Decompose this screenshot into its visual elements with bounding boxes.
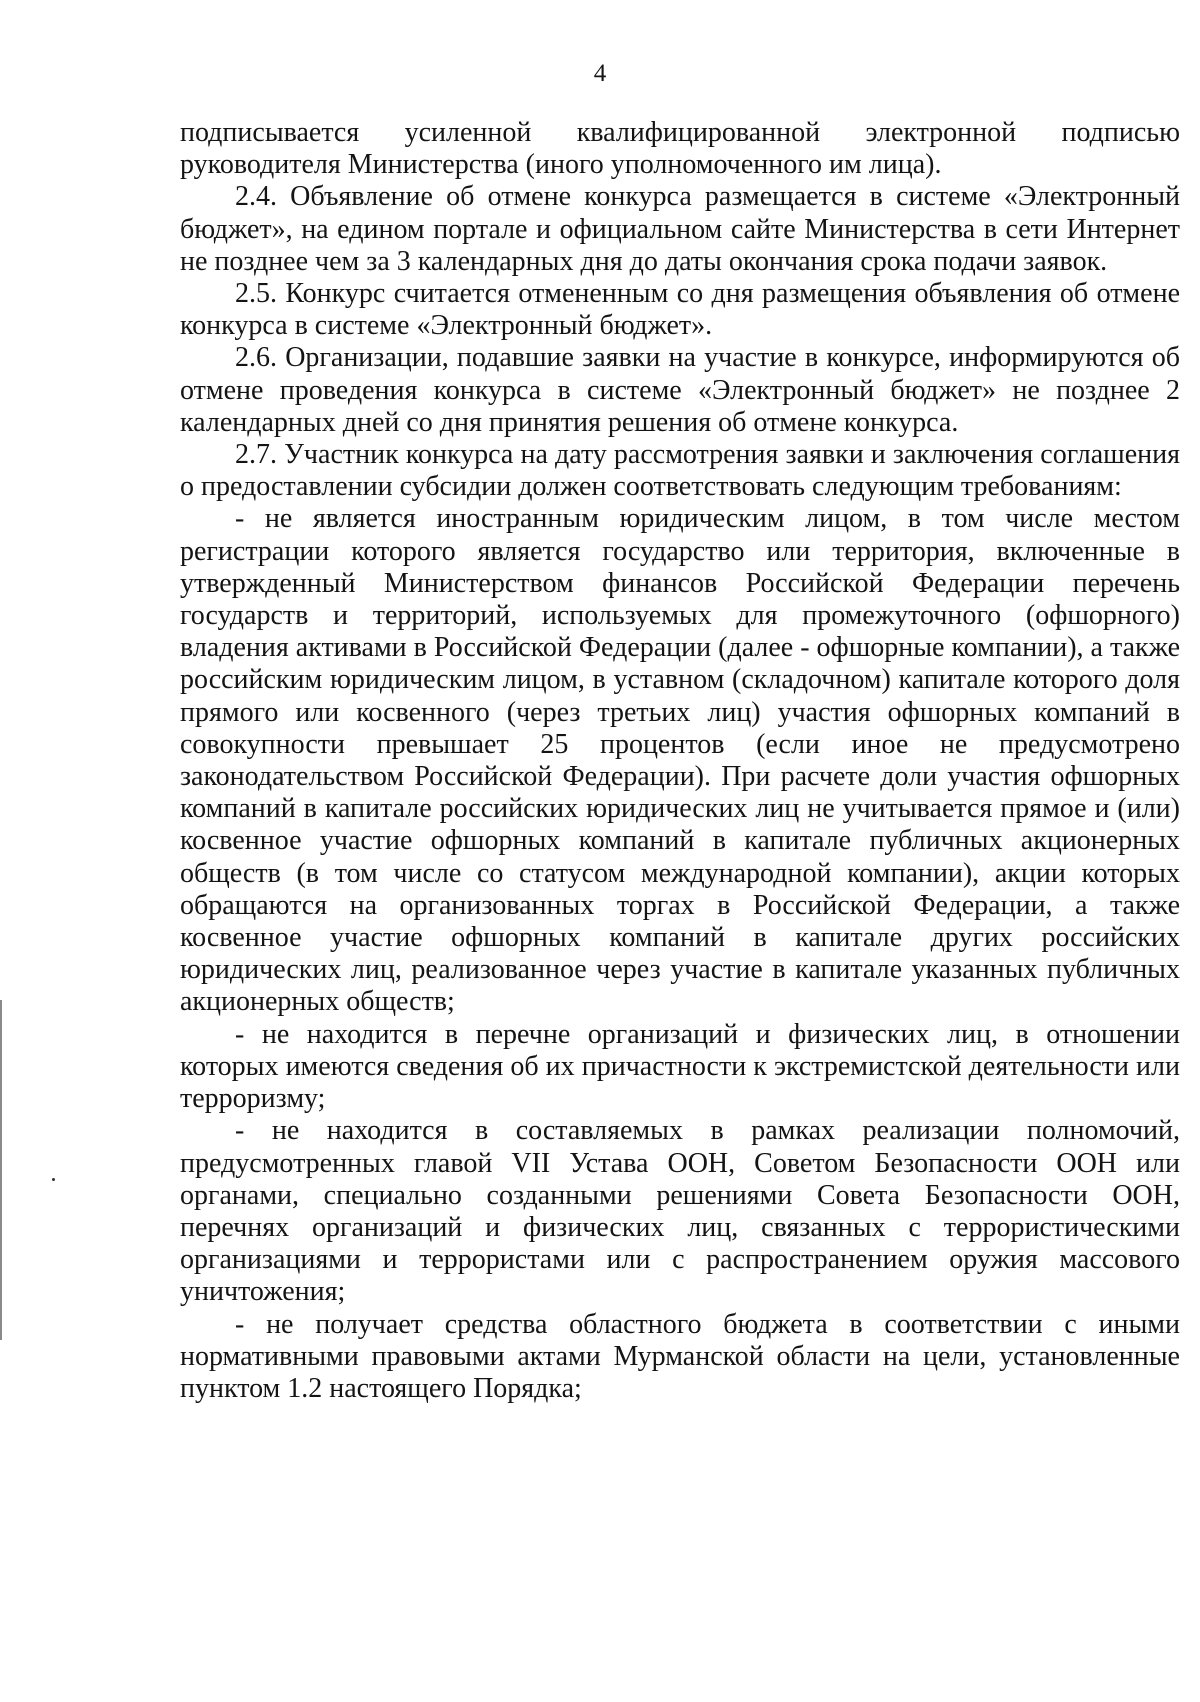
scan-speck <box>52 1178 55 1181</box>
scan-edge-line <box>0 1000 2 1340</box>
list-item-offshore: - не является иностранным юридическим лицом, в том числе местом регистрации которого является государство или территория, включенные в утвержденный Министерством финансов Российской Федерации перечень государств и территорий, используемых для промежуточного (офшорного) владения активами в Российской Федерации (далее - офшорные компании), а также российским юридическим лицом, в уставном (складочном) капитале которого доля прямого или косвенного (через третьих лиц) участия офшорных компаний в совокупности превышает 25 процентов (если иное не предусмотрено законодательством Российской Федерации). При расчете доли участия офшорных компаний в капитале российских юридических лиц не учитывается прямое и (или) косвенное участие офшорных компаний в капитале публичных акционерных обществ (в том числе со статусом международной компании), акции которых обращаются на организованных торгах в Российской Федерации, а также косвенное участие офшорных компаний в капитале других российских юридических лиц, реализованное через участие в капитале указанных публичных акционерных обществ; <box>180 503 1180 1018</box>
paragraph-2-6: 2.6. Организации, подавшие заявки на участие в конкурсе, информируются об отмене проведения конкурса в системе «Электронный бюджет» не позднее 2 календарных дней со дня принятия решения об отмене конкурса. <box>180 342 1180 438</box>
list-item-extremism: - не находится в перечне организаций и физических лиц, в отношении которых имеются сведения об их причастности к экстремистской деятельности или терроризму; <box>180 1018 1180 1115</box>
paragraph-continuation: подписывается усиленной квалифицированной электронной подписью руководителя Министерства (иного уполномоченного им лица). <box>180 117 1180 181</box>
paragraph-2-4: 2.4. Объявление об отмене конкурса размещается в системе «Электронный бюджет», на едином портале и официальном сайте Министерства в сети Интернет не позднее чем за 3 календарных дня до даты окончания срока подачи заявок. <box>180 181 1180 277</box>
paragraph-2-5: 2.5. Конкурс считается отмененным со дня размещения объявления об отмене конкурса в системе «Электронный бюджет». <box>180 278 1180 342</box>
paragraph-2-7: 2.7. Участник конкурса на дату рассмотрения заявки и заключения соглашения о предоставлении субсидии должен соответствовать следующим требованиям: <box>180 439 1180 503</box>
document-body <box>180 117 1180 1405</box>
list-item-budget-funds: - не получает средства областного бюджета в соответствии с иными нормативными правовыми актами Мурманской области на цели, установленные пунктом 1.2 настоящего Порядка; <box>180 1308 1180 1404</box>
page-number: 4 <box>593 60 607 87</box>
list-item-un-lists: - не находится в составляемых в рамках реализации полномочий, предусмотренных главой VII Устава ООН, Советом Безопасности ООН или органами, специально созданными решениями Совета Безопасности ООН, перечнях организаций и физических лиц, связанных с террористическими организациями и террористами или с распространением оружия массового уничтожения; <box>180 1115 1180 1308</box>
